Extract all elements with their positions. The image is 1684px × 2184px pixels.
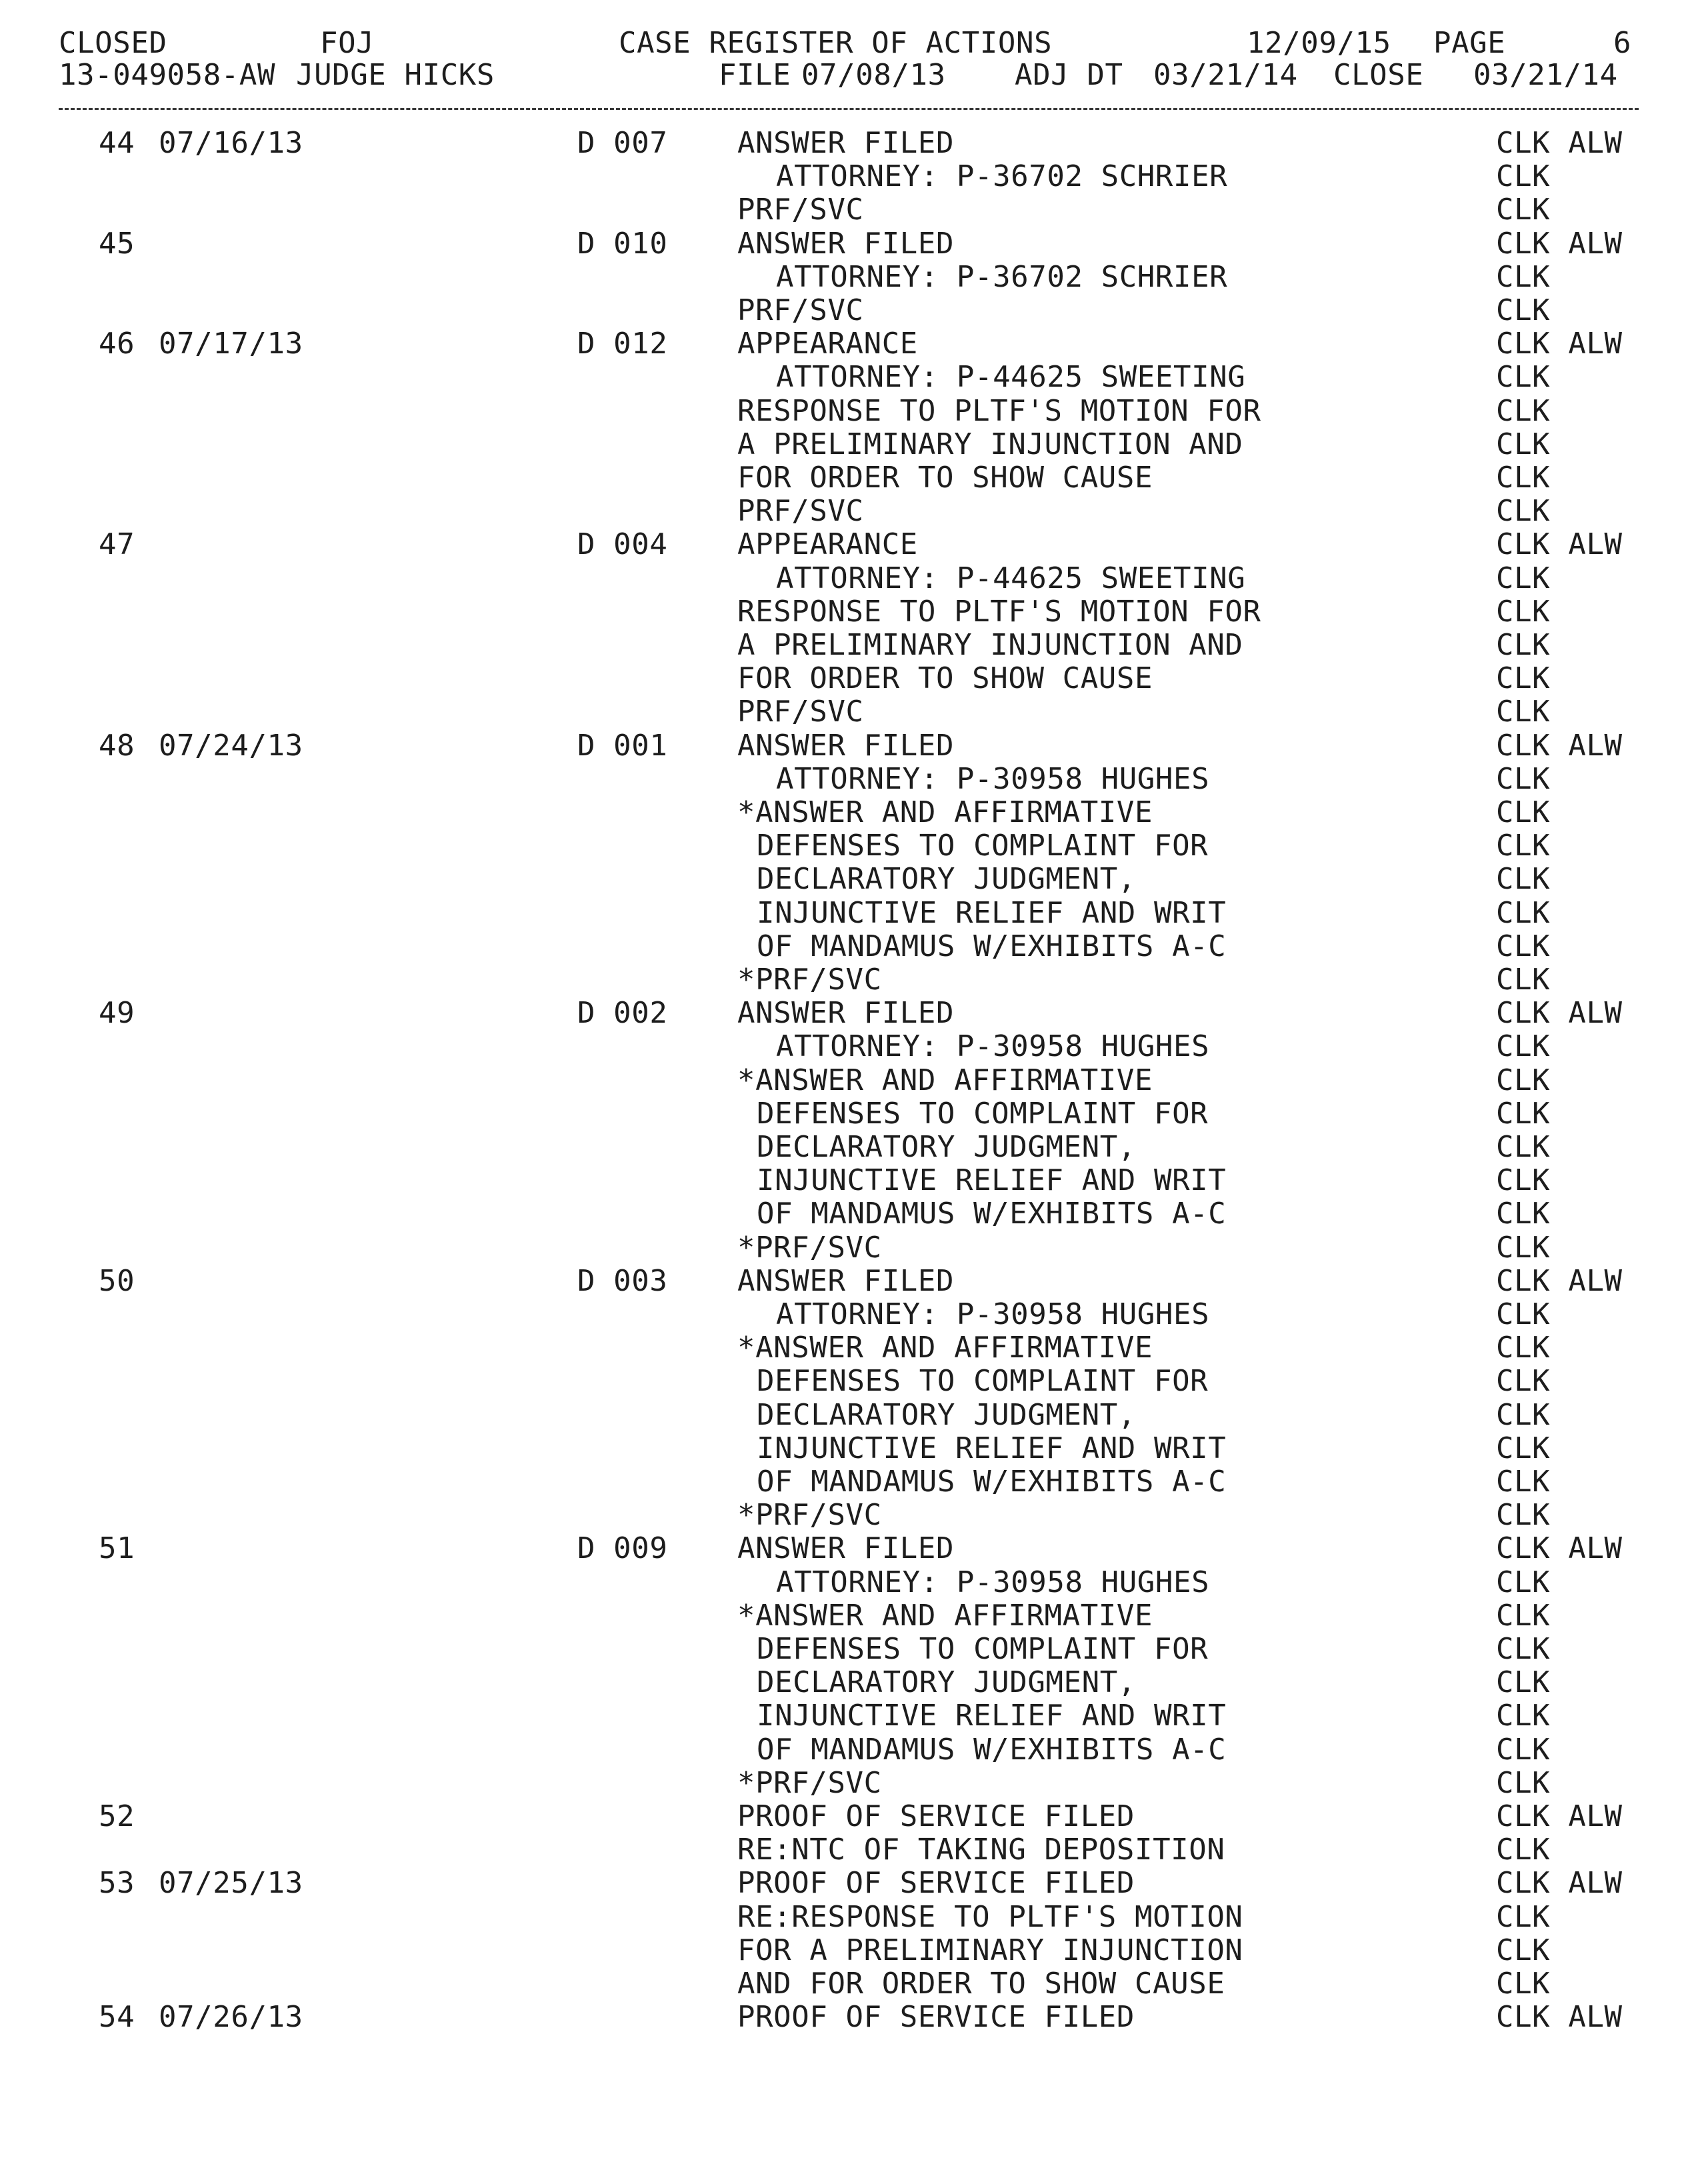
entry-action-text: OF MANDAMUS W/EXHIBITS A-C bbox=[757, 1732, 1227, 1767]
entry-clerk: CLK bbox=[1496, 1130, 1551, 1164]
entry-action-text: PRF/SVC bbox=[737, 695, 864, 729]
entry-clerk: CLK bbox=[1496, 1833, 1551, 1867]
entry-action-text: INJUNCTIVE RELIEF AND WRIT bbox=[757, 1163, 1227, 1198]
entry-action-text: RE:RESPONSE TO PLTF'S MOTION bbox=[737, 1899, 1243, 1934]
entry-action-text: A PRELIMINARY INJUNCTION AND bbox=[737, 427, 1243, 461]
header-file-date: 07/08/13 bbox=[801, 58, 946, 92]
header-close-date: 03/21/14 bbox=[1473, 58, 1618, 92]
header-page-number: 6 bbox=[1613, 26, 1632, 60]
entry-doc-code: D 003 bbox=[577, 1263, 668, 1298]
entry-clerk: CLK bbox=[1496, 1899, 1551, 1934]
entry-doc-code: D 009 bbox=[577, 1531, 668, 1566]
entry-action-text: APPEARANCE bbox=[737, 327, 918, 361]
entry-action-text: ANSWER FILED bbox=[737, 996, 955, 1031]
header-page-label: PAGE bbox=[1433, 26, 1506, 60]
entry-action-text: RESPONSE TO PLTF'S MOTION FOR bbox=[737, 594, 1261, 629]
entry-action-text: INJUNCTIVE RELIEF AND WRIT bbox=[757, 1699, 1227, 1733]
entry-clerk: CLK bbox=[1496, 661, 1551, 696]
entry-date: 07/17/13 bbox=[159, 327, 303, 361]
entry-action-text: *ANSWER AND AFFIRMATIVE bbox=[737, 795, 1153, 829]
entry-action-text: ATTORNEY: P-44625 SWEETING bbox=[776, 561, 1246, 595]
entry-clerk: CLK bbox=[1496, 1230, 1551, 1265]
entry-action-text: *PRF/SVC bbox=[737, 1765, 882, 1800]
entry-action-text: FOR A PRELIMINARY INJUNCTION bbox=[737, 1933, 1243, 1967]
entry-clerk: CLK bbox=[1496, 393, 1551, 428]
entry-action-text: ANSWER FILED bbox=[737, 1531, 955, 1566]
entry-clerk: CLK bbox=[1496, 1297, 1551, 1331]
header-separator bbox=[59, 108, 1639, 110]
header-print-date: 12/09/15 bbox=[1247, 26, 1391, 60]
entry-number: 48 bbox=[99, 728, 135, 763]
entry-number: 53 bbox=[99, 1866, 135, 1901]
header-adj-date: 03/21/14 bbox=[1153, 58, 1298, 92]
entry-clerk: CLK bbox=[1496, 761, 1551, 796]
entry-clerk: CLK bbox=[1496, 1364, 1551, 1399]
entry-action-text: *ANSWER AND AFFIRMATIVE bbox=[737, 1598, 1153, 1633]
entry-action-text: FOR ORDER TO SHOW CAUSE bbox=[737, 661, 1153, 696]
entry-clerk: CLK bbox=[1496, 1465, 1551, 1499]
entry-clerk: CLK bbox=[1496, 259, 1551, 294]
entry-date: 07/24/13 bbox=[159, 728, 303, 763]
entry-action-text: ATTORNEY: P-44625 SWEETING bbox=[776, 360, 1246, 395]
entry-clerk: CLK bbox=[1496, 360, 1551, 395]
entry-clerk: CLK ALW bbox=[1496, 2000, 1623, 2035]
entry-action-text: ATTORNEY: P-30958 HUGHES bbox=[776, 1565, 1210, 1599]
entry-number: 50 bbox=[99, 1263, 135, 1298]
entry-action-text: INJUNCTIVE RELIEF AND WRIT bbox=[757, 1431, 1227, 1465]
entry-clerk: CLK bbox=[1496, 829, 1551, 863]
entry-clerk: CLK ALW bbox=[1496, 327, 1623, 361]
entry-action-text: PRF/SVC bbox=[737, 193, 864, 227]
entry-date: 07/25/13 bbox=[159, 1866, 303, 1901]
entry-clerk: CLK bbox=[1496, 695, 1551, 729]
entry-action-text: DEFENSES TO COMPLAINT FOR bbox=[757, 1632, 1209, 1666]
entry-doc-code: D 002 bbox=[577, 996, 668, 1031]
entry-doc-code: D 004 bbox=[577, 527, 668, 562]
entry-clerk: CLK bbox=[1496, 494, 1551, 529]
entry-clerk: CLK bbox=[1496, 929, 1551, 963]
entry-clerk: CLK ALW bbox=[1496, 226, 1623, 261]
header-adj-label: ADJ DT bbox=[1015, 58, 1123, 92]
entry-action-text: DECLARATORY JUDGMENT, bbox=[757, 1665, 1136, 1700]
entry-date: 07/26/13 bbox=[159, 2000, 303, 2035]
entry-doc-code: D 007 bbox=[577, 126, 668, 160]
entry-clerk: CLK ALW bbox=[1496, 1531, 1623, 1566]
entry-clerk: CLK bbox=[1496, 1096, 1551, 1131]
entry-number: 47 bbox=[99, 527, 135, 562]
entry-action-text: FOR ORDER TO SHOW CAUSE bbox=[737, 461, 1153, 495]
entry-action-text: PRF/SVC bbox=[737, 293, 864, 327]
entry-action-text: DECLARATORY JUDGMENT, bbox=[757, 862, 1136, 897]
entry-clerk: CLK bbox=[1496, 628, 1551, 662]
entry-clerk: CLK bbox=[1496, 1431, 1551, 1465]
entry-action-text: DECLARATORY JUDGMENT, bbox=[757, 1397, 1136, 1432]
header-code: FOJ bbox=[320, 26, 375, 60]
entry-action-text: DEFENSES TO COMPLAINT FOR bbox=[757, 1096, 1209, 1131]
entry-action-text: ANSWER FILED bbox=[737, 1263, 955, 1298]
entry-action-text: DEFENSES TO COMPLAINT FOR bbox=[757, 829, 1209, 863]
header-title: CASE REGISTER OF ACTIONS bbox=[619, 26, 1053, 60]
entry-clerk: CLK bbox=[1496, 1967, 1551, 2001]
entry-action-text: PROOF OF SERVICE FILED bbox=[737, 1866, 1135, 1901]
entry-number: 52 bbox=[99, 1799, 135, 1833]
entry-number: 54 bbox=[99, 2000, 135, 2035]
entry-clerk: CLK bbox=[1496, 1163, 1551, 1198]
header-file-label: FILE bbox=[719, 58, 791, 92]
entry-clerk: CLK bbox=[1496, 561, 1551, 595]
entry-action-text: INJUNCTIVE RELIEF AND WRIT bbox=[757, 895, 1227, 930]
entry-action-text: ANSWER FILED bbox=[737, 226, 955, 261]
entry-clerk: CLK bbox=[1496, 427, 1551, 461]
entry-clerk: CLK bbox=[1496, 1765, 1551, 1800]
entry-action-text: ATTORNEY: P-30958 HUGHES bbox=[776, 1297, 1210, 1331]
entry-clerk: CLK bbox=[1496, 1665, 1551, 1700]
entry-clerk: CLK ALW bbox=[1496, 1866, 1623, 1901]
entry-clerk: CLK ALW bbox=[1496, 1263, 1623, 1298]
header-judge: JUDGE HICKS bbox=[296, 58, 495, 92]
entry-action-text: DEFENSES TO COMPLAINT FOR bbox=[757, 1364, 1209, 1399]
entry-clerk: CLK bbox=[1496, 193, 1551, 227]
entry-clerk: CLK ALW bbox=[1496, 527, 1623, 562]
entry-clerk: CLK bbox=[1496, 1598, 1551, 1633]
entry-clerk: CLK ALW bbox=[1496, 1799, 1623, 1833]
entry-clerk: CLK bbox=[1496, 594, 1551, 629]
entry-number: 51 bbox=[99, 1531, 135, 1566]
entry-clerk: CLK bbox=[1496, 862, 1551, 897]
entry-clerk: CLK bbox=[1496, 895, 1551, 930]
entry-clerk: CLK bbox=[1496, 461, 1551, 495]
entry-action-text: ATTORNEY: P-36702 SCHRIER bbox=[776, 159, 1228, 194]
entry-clerk: CLK bbox=[1496, 963, 1551, 997]
entry-action-text: ANSWER FILED bbox=[737, 126, 955, 160]
entry-action-text: ATTORNEY: P-36702 SCHRIER bbox=[776, 259, 1228, 294]
entry-clerk: CLK bbox=[1496, 1029, 1551, 1064]
entry-clerk: CLK bbox=[1496, 1498, 1551, 1533]
entry-number: 46 bbox=[99, 327, 135, 361]
entry-action-text: OF MANDAMUS W/EXHIBITS A-C bbox=[757, 929, 1227, 963]
entry-action-text: PRF/SVC bbox=[737, 494, 864, 529]
entry-action-text: PROOF OF SERVICE FILED bbox=[737, 2000, 1135, 2035]
entry-doc-code: D 001 bbox=[577, 728, 668, 763]
entry-action-text: DECLARATORY JUDGMENT, bbox=[757, 1130, 1136, 1164]
entry-clerk: CLK ALW bbox=[1496, 126, 1623, 160]
header-case-number: 13-049058-AW bbox=[59, 58, 276, 92]
entry-action-text: OF MANDAMUS W/EXHIBITS A-C bbox=[757, 1465, 1227, 1499]
entry-clerk: CLK bbox=[1496, 1197, 1551, 1231]
entry-clerk: CLK bbox=[1496, 159, 1551, 194]
entry-clerk: CLK bbox=[1496, 1565, 1551, 1599]
entry-number: 49 bbox=[99, 996, 135, 1031]
entry-date: 07/16/13 bbox=[159, 126, 303, 160]
entry-clerk: CLK bbox=[1496, 293, 1551, 327]
entry-action-text: *ANSWER AND AFFIRMATIVE bbox=[737, 1063, 1153, 1097]
entry-clerk: CLK bbox=[1496, 1732, 1551, 1767]
entry-clerk: CLK bbox=[1496, 1331, 1551, 1365]
entry-doc-code: D 010 bbox=[577, 226, 668, 261]
entry-action-text: *PRF/SVC bbox=[737, 963, 882, 997]
entry-clerk: CLK ALW bbox=[1496, 728, 1623, 763]
entry-action-text: AND FOR ORDER TO SHOW CAUSE bbox=[737, 1967, 1225, 2001]
entry-action-text: *PRF/SVC bbox=[737, 1230, 882, 1265]
entry-clerk: CLK bbox=[1496, 1063, 1551, 1097]
entry-action-text: ATTORNEY: P-30958 HUGHES bbox=[776, 761, 1210, 796]
entry-clerk: CLK bbox=[1496, 795, 1551, 829]
entry-action-text: RE:NTC OF TAKING DEPOSITION bbox=[737, 1833, 1225, 1867]
entry-action-text: ANSWER FILED bbox=[737, 728, 955, 763]
entry-number: 45 bbox=[99, 226, 135, 261]
entry-doc-code: D 012 bbox=[577, 327, 668, 361]
entry-number: 44 bbox=[99, 126, 135, 160]
entry-clerk: CLK bbox=[1496, 1933, 1551, 1967]
entry-action-text: PROOF OF SERVICE FILED bbox=[737, 1799, 1135, 1833]
entry-action-text: ATTORNEY: P-30958 HUGHES bbox=[776, 1029, 1210, 1064]
entry-action-text: RESPONSE TO PLTF'S MOTION FOR bbox=[737, 393, 1261, 428]
header-status: CLOSED bbox=[59, 26, 167, 60]
entry-action-text: *PRF/SVC bbox=[737, 1498, 882, 1533]
entry-clerk: CLK ALW bbox=[1496, 996, 1623, 1031]
entry-clerk: CLK bbox=[1496, 1632, 1551, 1666]
entry-action-text: OF MANDAMUS W/EXHIBITS A-C bbox=[757, 1197, 1227, 1231]
header-close-label: CLOSE bbox=[1333, 58, 1424, 92]
entry-action-text: A PRELIMINARY INJUNCTION AND bbox=[737, 628, 1243, 662]
entry-action-text: *ANSWER AND AFFIRMATIVE bbox=[737, 1331, 1153, 1365]
entry-action-text: APPEARANCE bbox=[737, 527, 918, 562]
entry-clerk: CLK bbox=[1496, 1397, 1551, 1432]
entry-clerk: CLK bbox=[1496, 1699, 1551, 1733]
